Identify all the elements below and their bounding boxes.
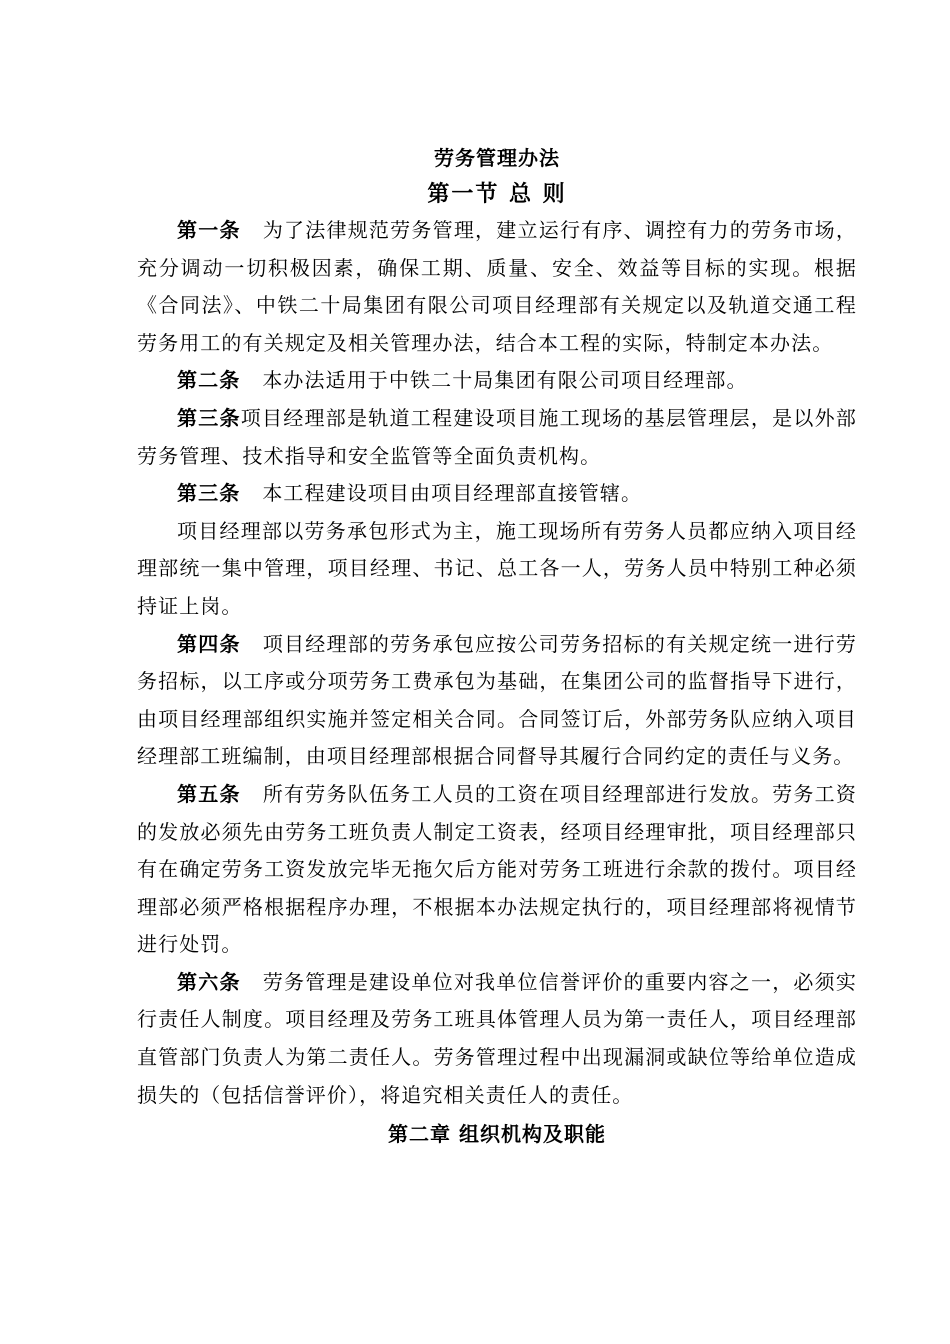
article-paragraph: [137, 513, 857, 626]
article-label: 第四条: [177, 631, 241, 656]
article-paragraph: [137, 475, 857, 513]
article-paragraph: [137, 362, 857, 400]
article-paragraph: [137, 626, 857, 776]
article-text: 项目经理部的劳务承包应按公司劳务招标的有关规定统一进行劳务招标，以工序或分项劳务工费承包为基础，在集团公司的监督指导下进行，由项目经理部组织实施并签定相关合同。合同签订后，外部劳务队应纳入项目经理部工班编制，由项目经理部根据合同督导其履行合同约定的责任与义务。: [137, 631, 857, 769]
article-text: 本工程建设项目由项目经理部直接管辖。: [262, 481, 643, 506]
article-text: 项目经理部以劳务承包形式为主，施工现场所有劳务人员都应纳入项目经理部统一集中管理，项目经理、书记、总工各一人，劳务人员中特别工种必须持证上岗。: [137, 518, 857, 618]
article-paragraph: [137, 400, 857, 475]
document-body: [137, 140, 857, 1154]
article-text: 劳务管理是建设单位对我单位信誉评价的重要内容之一，必须实行责任人制度。项目经理及劳务工班具体管理人员为第一责任人，项目经理部直管部门负责人为第二责任人。劳务管理过程中出现漏洞或缺位等给单位造成损失的（包括信誉评价），将追究相关责任人的责任。: [137, 969, 857, 1107]
article-text: 项目经理部是轨道工程建设项目施工现场的基层管理层，是以外部劳务管理、技术指导和安全监管等全面负责机构。: [137, 405, 857, 468]
article-label: 第一条: [177, 218, 241, 242]
article-text: 本办法适用于中铁二十局集团有限公司项目经理部。: [262, 368, 748, 393]
article-label: 第二条: [177, 368, 241, 393]
chapter-title: 第二章 组织机构及职能: [388, 1122, 606, 1147]
article-paragraph: [137, 964, 857, 1114]
article-label: 第三条: [177, 405, 241, 430]
article-paragraph: [137, 776, 857, 964]
article-label: 第三条: [177, 481, 241, 506]
article-text: 为了法律规范劳务管理，建立运行有序、调控有力的劳务市场， 充分调动一切积极因素，确保工期、质量、安全、效益等目标的实现。根据《合同法》、中铁二十局集团有限公司项目经理部有关规定以及轨道交通工程劳务用工的有关规定及相关管理办法，结合本工程的实际，特制定本办法。: [137, 218, 857, 355]
article-paragraph: [137, 212, 857, 362]
article-label: 第六条: [177, 969, 241, 994]
document-title: 劳务管理办法: [434, 146, 560, 170]
section-title: 第一节 总 则: [427, 181, 567, 207]
article-label: 第五条: [177, 781, 241, 806]
article-text: 所有劳务队伍务工人员的工资在项目经理部进行发放。劳务工资的发放必须先由劳务工班负责人制定工资表，经项目经理审批，项目经理部只有在确定劳务工资发放完毕无拖欠后方能对劳务工班进行余款的拨付。项目经理部必须严格根据程序办理，不根据本办法规定执行的，项目经理部将视情节进行处罚。: [137, 781, 857, 957]
